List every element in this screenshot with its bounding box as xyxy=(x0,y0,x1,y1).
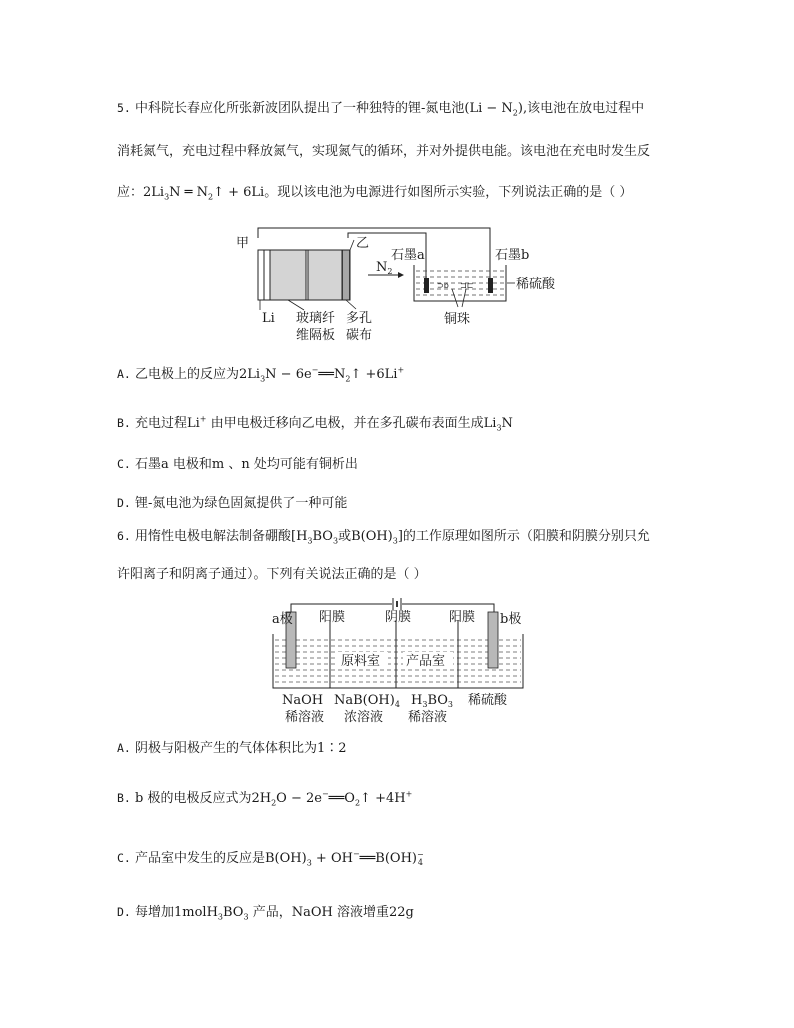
label-nab-solution: 浓溶液 xyxy=(344,710,384,725)
label-naoh: NaOH xyxy=(282,693,324,708)
glass-fiber-separator-1 xyxy=(270,250,306,300)
superscript: − xyxy=(321,789,329,799)
text-segment: 充电过程Li xyxy=(135,416,200,431)
label-cation-membrane-2: 阳膜 xyxy=(449,610,476,625)
q6-option-a[interactable] xyxy=(117,739,347,758)
option-label: D. xyxy=(117,496,131,510)
label-nab-oh4 xyxy=(334,693,400,709)
h3bo3-text: H xyxy=(411,693,423,708)
q5-stem-line-1 xyxy=(117,99,644,118)
option-label: D. xyxy=(117,905,131,919)
text-segment: 产品，NaOH 溶液增重22g xyxy=(248,905,414,920)
option-label: B. xyxy=(117,416,131,430)
text-segment: 由甲电极迁移向乙电极，并在多孔碳布表面生成Li xyxy=(206,416,497,431)
label-anion-membrane: 阴膜 xyxy=(385,610,412,625)
text-segment: ══B(OH) xyxy=(359,851,418,866)
text-segment: 乙电极上的反应为2Li xyxy=(135,367,261,382)
q6-electrolysis-diagram xyxy=(268,596,528,728)
graphite-b-electrode xyxy=(488,278,493,293)
electrolysis-tank xyxy=(273,634,523,688)
label-b-electrode: b极 xyxy=(500,612,522,627)
label-glass-fiber-2: 维隔板 xyxy=(296,328,336,343)
text-segment: BO xyxy=(312,529,333,544)
subscript: 3 xyxy=(243,912,249,922)
label-h3bo3 xyxy=(411,693,453,709)
subscript: 2 xyxy=(271,798,277,808)
superscript: + xyxy=(405,789,413,799)
text-segment: 许阳离子和阴离子通过）。下列有关说法正确的是（ ） xyxy=(117,567,427,582)
text-segment: b 极的电极反应式为2H xyxy=(135,791,272,806)
label-porous-1: 多孔 xyxy=(346,311,373,326)
label-raw-room: 原料室 xyxy=(341,654,381,669)
label-yi: 乙 xyxy=(356,236,370,251)
q6-option-d[interactable] xyxy=(117,903,414,922)
question-number: 5. xyxy=(117,101,131,115)
option-label: B. xyxy=(117,791,131,805)
label-product-room: 产品室 xyxy=(406,654,446,669)
superscript: + xyxy=(199,414,207,424)
q6-stem-line-2 xyxy=(117,566,427,584)
option-label: C. xyxy=(117,851,131,865)
subscript: 4 xyxy=(417,857,423,867)
option-text: 石墨a 电极和m 、n 处均可能有铜析出 xyxy=(135,457,358,472)
text-segment: BO xyxy=(223,905,244,920)
subscript: 2 xyxy=(208,192,214,202)
q5-option-d[interactable] xyxy=(117,494,347,513)
copper-bead-n: ⊐⊏ xyxy=(460,281,474,290)
option-label: A. xyxy=(117,741,131,755)
subscript: 3 xyxy=(392,536,398,546)
text-segment: ══N xyxy=(318,367,346,382)
nab-text: NaB(OH) xyxy=(334,693,395,708)
subscript: 2 xyxy=(345,374,351,384)
h3bo3-text: BO xyxy=(427,693,448,708)
superscript: + xyxy=(397,365,405,375)
subscript: 3 xyxy=(164,192,170,202)
subscript: 3 xyxy=(306,858,312,868)
graphite-a-electrode xyxy=(424,278,429,293)
text-segment: ↑ +6Li xyxy=(350,367,398,382)
option-text: 锂-氮电池为绿色固氮提供了一种可能 xyxy=(135,496,348,511)
text-segment: ↑ + 6Li。现以该电池为电源进行如图所示实验，下列说法正确的是（ ） xyxy=(213,185,633,200)
q5-option-c[interactable] xyxy=(117,455,358,474)
text-segment: N xyxy=(501,416,513,431)
superscript: − xyxy=(417,849,424,859)
text-segment: + OH xyxy=(311,851,353,866)
subscript: 3 xyxy=(217,912,224,922)
text-segment: ),该电池在放电过程中 xyxy=(517,101,645,116)
subscript: 4 xyxy=(394,700,400,709)
text-segment: 产品室中发生的反应是B(OH) xyxy=(135,851,307,866)
text-segment: ]的工作原理如图所示（阳膜和阴膜分别只允 xyxy=(397,529,650,544)
sub-sup-stack xyxy=(417,851,424,867)
question-number: 6. xyxy=(117,529,131,543)
label-h3bo3-solution: 稀溶液 xyxy=(408,710,448,725)
text-segment: 每增加1molH xyxy=(135,905,218,920)
text-segment: ══O xyxy=(328,791,355,806)
q5-stem-line-2 xyxy=(117,143,650,161)
label-li: Li xyxy=(262,311,275,326)
subscript: 3 xyxy=(447,700,453,709)
option-label: C. xyxy=(117,457,131,471)
subscript: 2 xyxy=(354,798,361,808)
text-segment: 或B(OH) xyxy=(338,529,393,544)
label-a-electrode: a极 xyxy=(272,612,293,627)
subscript: 3 xyxy=(332,536,339,546)
text-segment: 消耗氮气，充电过程中释放氮气，实现氮气的循环，并对外提供电能。该电池在充电时发生反 xyxy=(117,144,651,159)
q5-option-a[interactable] xyxy=(117,365,404,384)
label-copper-beads: 铜珠 xyxy=(444,312,471,327)
q5-stem-line-3 xyxy=(117,184,632,202)
label-naoh-solution: 稀溶液 xyxy=(285,710,325,725)
label-dilute-h2so4: 稀硫酸 xyxy=(516,277,556,292)
solution-lines xyxy=(275,640,521,682)
text-segment: O − 2e xyxy=(276,791,322,806)
label-graphite-b: 石墨b xyxy=(495,248,530,263)
superscript: − xyxy=(352,849,360,859)
label-glass-fiber-1: 玻璃纤 xyxy=(296,311,336,326)
n2-text: N xyxy=(376,260,388,275)
b-electrode xyxy=(488,612,498,668)
text-segment: N ═ N xyxy=(169,185,208,200)
subscript: 3 xyxy=(496,423,502,433)
q5-option-b[interactable] xyxy=(117,414,513,433)
text-segment: N − 6e xyxy=(265,367,312,382)
subscript: 2 xyxy=(512,108,518,118)
subscript: 3 xyxy=(307,536,313,546)
q5-battery-diagram xyxy=(230,225,570,350)
label-graphite-a: 石墨a xyxy=(391,248,425,263)
text-segment: ↑ +4H xyxy=(360,791,406,806)
li-electrode xyxy=(258,250,264,300)
q6-option-b[interactable] xyxy=(117,789,412,808)
label-dilute-h2so4: 稀硫酸 xyxy=(468,693,508,708)
q6-stem-line-1 xyxy=(117,527,650,546)
copper-bead-m: ⊃ɒ xyxy=(437,281,449,290)
superscript: − xyxy=(311,365,319,375)
option-label: A. xyxy=(117,367,131,381)
subscript: 3 xyxy=(422,700,428,709)
text-segment: 应：2Li xyxy=(117,185,165,200)
label-n2 xyxy=(376,260,392,276)
option-text: 阴极与阳极产生的气体体积比为1∶2 xyxy=(135,741,347,756)
label-porous-2: 碳布 xyxy=(346,328,373,343)
q6-option-c[interactable] xyxy=(117,849,424,868)
text-segment: 中科院长春应化所张新波团队提出了一种独特的锂-氮电池(Li − N xyxy=(135,101,513,116)
subscript: 2 xyxy=(387,267,393,276)
label-jia: 甲 xyxy=(236,236,250,251)
label-cation-membrane-1: 阳膜 xyxy=(319,610,346,625)
text-segment: 用惰性电极电解法制备硼酸[H xyxy=(135,529,308,544)
subscript: 3 xyxy=(260,374,266,384)
glass-fiber-separator-2 xyxy=(308,250,342,300)
